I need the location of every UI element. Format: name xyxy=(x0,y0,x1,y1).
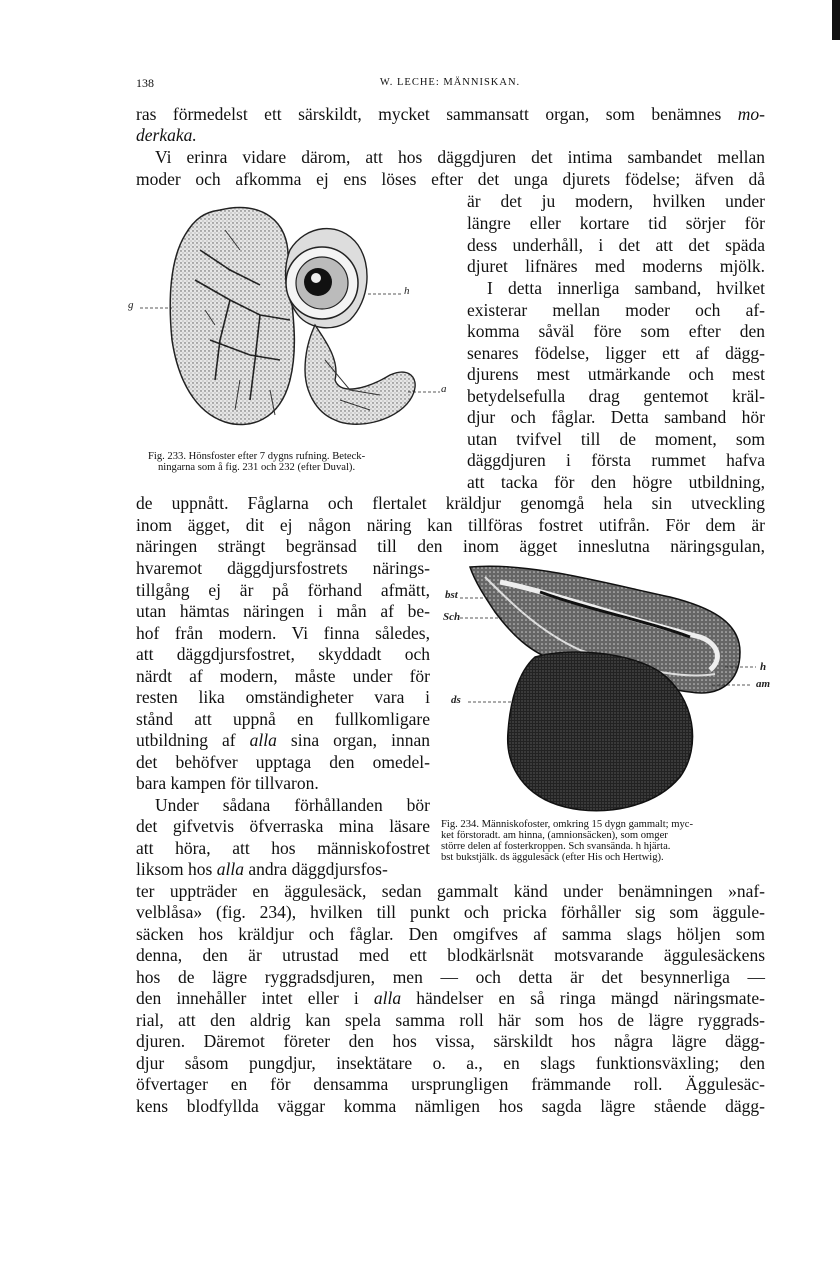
body-line: derkaka. xyxy=(136,125,197,145)
body-line: rial, att den aldrig kan spela samma roll här som hos de lägre ryggrads- xyxy=(136,1010,765,1030)
body-line: öfvertager en för densamma ursprungligen främmande roll. Äggulesäc- xyxy=(136,1074,765,1094)
body-line: hos de lägre ryggradsdjuren, men — och detta är det besynnerliga — xyxy=(136,967,765,987)
body-line: det behöfver upptaga den omedel- xyxy=(136,752,430,772)
emphasis-text: mo- xyxy=(737,104,765,124)
figure-233-illustration xyxy=(140,190,460,440)
body-line: däggdjuren i första rummet hafva xyxy=(467,450,765,470)
fig234-label-am: am xyxy=(756,678,771,690)
body-line: stånd att uppnå en fullkomligare xyxy=(136,709,430,729)
body-line: existerar mellan moder och af- xyxy=(467,300,765,320)
body-line: djur såsom pungdjur, insektätare o. a., en slags funktionsväxling; den xyxy=(136,1053,765,1073)
body-line: längre eller kortare tid sörjer för xyxy=(467,213,765,233)
body-line: velblåsa» (fig. 234), hvilken till punkt och pricka förhåller sig som äggule- xyxy=(136,902,765,922)
fig234-caption-line: större delen af fosterkroppen. Sch svansända. h hjärta. xyxy=(441,841,671,852)
body-line: att höra, att hos människofostret xyxy=(136,838,430,858)
fig234-label-h: h xyxy=(760,661,767,673)
body-line: hof från modern. Vi finna således, xyxy=(136,623,430,643)
emphasis-text: alla xyxy=(249,730,277,750)
figure-234-illustration xyxy=(440,562,780,822)
running-title: W. LECHE: MÄNNISKAN. xyxy=(379,77,521,88)
body-line: att tacka för den högre utbildning, xyxy=(467,472,765,492)
fig234-caption-line: Fig. 234. Människofoster, omkring 15 dygn gammalt; myc- xyxy=(441,819,694,830)
body-line: denna, den är utrustad med ett blodkärlsnät motsvarande äggulesäckens xyxy=(136,945,765,965)
body-line: moder och afkomma ej ens löses efter det unga djurets födelse; äfven då xyxy=(136,169,765,189)
body-line: senares födelse, ligger ett af dägg- xyxy=(467,343,765,363)
emphasis-text: alla xyxy=(373,988,402,1008)
body-line: djuren. Däremot företer den hos vissa, särskildt hos några lägre dägg- xyxy=(136,1031,765,1051)
body-line: resten lika omständigheter vara i xyxy=(136,687,430,707)
fig234-label-ds: ds xyxy=(451,694,461,706)
fig233-label-a: a xyxy=(441,383,447,395)
fig233-caption-line: Fig. 233. Hönsfoster efter 7 dygns rufning. Beteck- xyxy=(148,451,366,462)
body-line: säcken hos kräldjur och fåglar. Den omgifves af samma slags höljen som xyxy=(136,924,765,944)
body-line: att däggdjursfostret, skyddadt och xyxy=(136,644,430,664)
fig233-label-g: g xyxy=(128,299,134,311)
body-line: ras förmedelst ett särskildt, mycket sammansatt organ, som benämnes mo- xyxy=(136,104,765,124)
body-line: den innehåller intet eller i alla händelser en så ringa mängd näringsmate- xyxy=(136,988,765,1008)
body-line: I detta innerliga samband, hvilket xyxy=(487,278,765,298)
body-line: kens blodfyllda väggar komma nämligen hos sagda lägre stående dägg- xyxy=(136,1096,765,1116)
body-line: de uppnått. Fåglarna och flertalet kräldjur genomgå hela sin utveckling xyxy=(136,493,765,513)
body-line: betydelsefulla drag gentemot kräl- xyxy=(467,386,765,406)
page-edge-mark xyxy=(832,0,840,40)
body-line: hvaremot däggdjursfostrets närings- xyxy=(136,558,430,578)
body-line: är det ju modern, hvilken under xyxy=(467,191,765,211)
body-line: djur och fåglar. Detta samband hör xyxy=(467,407,765,427)
body-line: utan hämtas näringen i mån af be- xyxy=(136,601,430,621)
fig233-caption-line: ningarna som å fig. 231 och 232 (efter Duval). xyxy=(158,462,356,473)
fig234-label-sch: Sch xyxy=(443,611,461,623)
fig234-caption-line: bst bukstjälk. ds äggulesäck (efter His och Hertwig). xyxy=(441,852,664,863)
body-line: Under sådana förhållanden bör xyxy=(155,795,430,815)
body-line: utan tvifvel till de moment, som xyxy=(467,429,765,449)
body-line-alla: liksom hos alla andra däggdjursfos- xyxy=(136,859,388,879)
fig233-label-h: h xyxy=(404,285,410,297)
body-line: näringen strängt begränsad till den inom ägget inneslutna näringsgulan, xyxy=(136,536,765,556)
body-line: inom ägget, dit ej någon näring kan tillföras fostret utifrån. För dem är xyxy=(136,515,765,535)
body-line: utbildning af alla sina organ, innan xyxy=(136,730,430,750)
body-line: det gifvetvis öfverraska mina läsare xyxy=(136,816,430,836)
body-line: tillgång ej är på förhand afmätt, xyxy=(136,580,430,600)
body-line: ter uppträder en äggulesäck, sedan gammalt känd under benämningen »naf- xyxy=(136,881,765,901)
emphasis-text: alla xyxy=(216,859,244,879)
body-line: Vi erinra vidare därom, att hos däggdjuren det intima sambandet mellan xyxy=(155,147,765,167)
running-header xyxy=(136,76,764,92)
fig234-caption-line: ket förstoradt. am hinna, (amnionsäcken), som omger xyxy=(441,830,668,841)
body-line: bara kampen för tillvaron. xyxy=(136,773,319,793)
body-line: djurens mest utmärkande och mest xyxy=(467,364,765,384)
body-line: komma såväl före som efter den xyxy=(467,321,765,341)
body-line: djuret lifnäres med moderns mjölk. xyxy=(467,256,765,276)
fig234-label-bst: bst xyxy=(445,589,458,601)
page-number: 138 xyxy=(136,76,154,90)
body-line: dess underhåll, i det att det späda xyxy=(467,235,765,255)
body-line: närdt af modern, måste under för xyxy=(136,666,430,686)
